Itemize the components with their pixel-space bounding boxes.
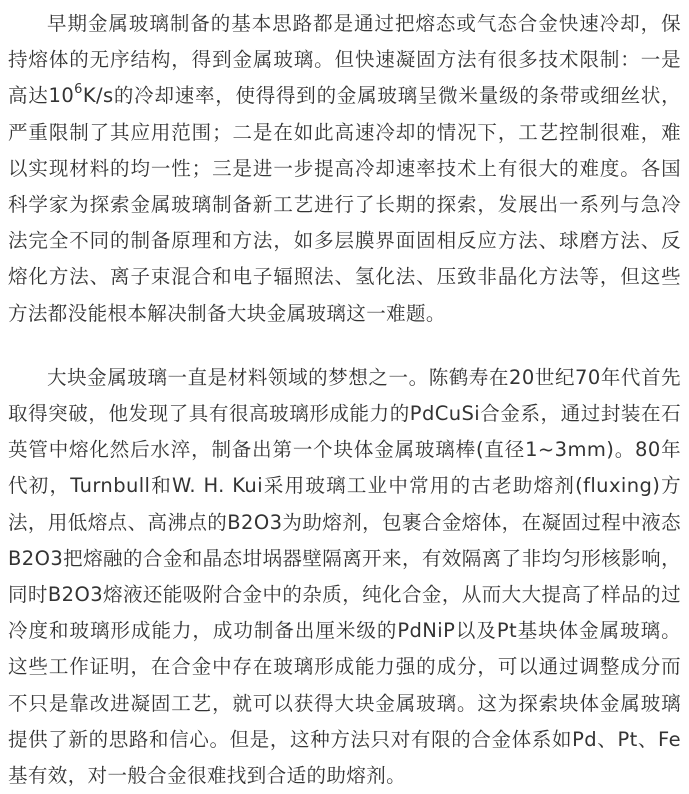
paragraph-1 [8,6,681,332]
paragraph-1-text-a: 早期金属玻璃制备的基本思路都是通过把熔态或气态合金快速冷却，保持熔体的无序结构，得到金属玻璃。但快速凝固方法有很多技术限制：一是高达10 [8,12,681,108]
paragraph-1-text-b: K/s的冷却速率，使得得到的金属玻璃呈微米量级的条带或细丝状，严重限制了其应用范围；二是在如此高速冷却的情况下，工艺控制很难，难以实现材料的均一性；三是进一步提高冷却速率技术上有很大的难度。各国科学家为探索金属玻璃制备新工艺进行了长期的探索，发展出一系列与急冷法完全不同的制备原理和方法，如多层膜界面固相反应方法、球磨方法、反熔化方法、离子束混合和电子辐照法、氢化法、压致非晶化方法等，但这些方法都没能根本解决制备大块金属玻璃这一难题。 [8,84,681,325]
exponent: 6 [74,81,83,97]
paragraph-2: 大块金属玻璃一直是材料领域的梦想之一。陈鹤寿在20世纪70年代首先取得突破，他发现了具有很高玻璃形成能力的PdCuSi合金系，通过封装在石英管中熔化然后水淬，制备出第一个块体金属玻璃棒(直径1~3mm)。80年代初，Turnbull和W. H. Kui采用玻璃工业中常用的古老助熔剂(fluxing)方法，用低熔点、高沸点的B2O3为助熔剂，包裹合金熔体，在凝固过程中液态B2O3把熔融的合金和晶态坩埚器壁隔离开来，有效隔离了非均匀形核影响，同时B2O3熔液还能吸附合金中的杂质，纯化合金，从而大大提高了样品的过冷度和玻璃形成能力，成功制备出厘米级的PdNiP以及Pt基块体金属玻璃。这些工作证明，在合金中存在玻璃形成能力强的成分，可以通过调整成分而不只是靠改进凝固工艺，就可以获得大块金属玻璃。这为探索块体金属玻璃提供了新的思路和信心。但是，这种方法只对有限的合金体系如Pd、Pt、Fe基有效，对一般合金很难找到合适的助熔剂。 [8,365,681,788]
